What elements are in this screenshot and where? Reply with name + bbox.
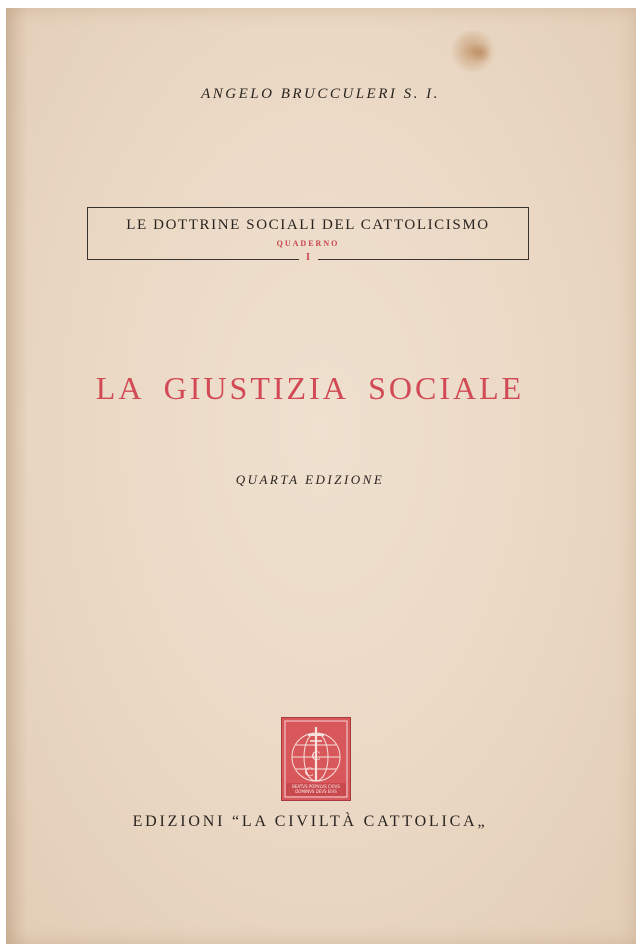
stain-mark	[470, 44, 492, 62]
edition-label: QUARTA EDIZIONE	[235, 472, 385, 487]
series-title: LE DOTTRINE SOCIALI DEL CATTOLICISMO	[126, 217, 490, 233]
author-name: ANGELO BRUCCULERI S. I.	[201, 86, 440, 102]
publisher-emblem-icon	[281, 717, 351, 801]
emblem-initials: C C	[304, 748, 335, 779]
publisher-name: EDIZIONI “LA CIVILTÀ CATTOLICA„	[132, 813, 488, 830]
quaderno-number: I	[306, 252, 310, 263]
book-title: LA GIUSTIZIA SOCIALE	[95, 370, 525, 406]
emblem-motto: BEATVS POPVLVS CVIVS DOMINVS DEVS EIVS	[292, 784, 340, 794]
quaderno-label: QUADERNO	[276, 239, 340, 248]
